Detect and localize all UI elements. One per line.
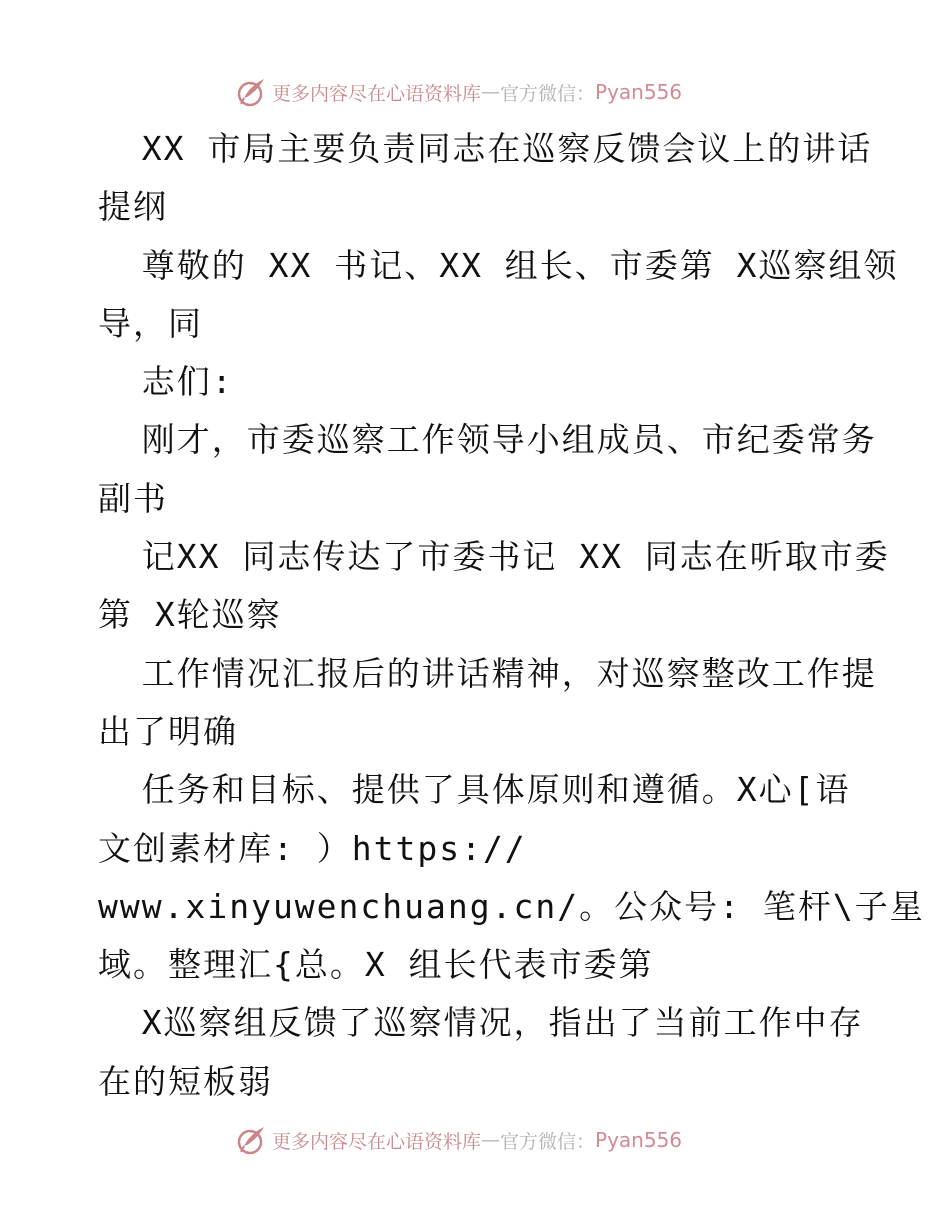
text-line: 志们: [98,362,234,402]
text-line: XX 市局主要负责同志在巡察反馈会议上的讲话 [98,129,873,168]
quill-pen-logo-icon [236,1124,268,1156]
text-line: 副书 [98,478,168,518]
text-line: 域。整理汇{总。X 组长代表市委第 [98,945,654,985]
banner-content [236,1120,682,1160]
banner-wechat-label: 官方微信： [500,82,596,105]
text-line: X巡察组反馈了巡察情况，指出了当前工作中存 [98,1003,864,1043]
document-body [98,120,925,1111]
banner-brand-text: 更多内容尽在心语资料库 [272,82,482,105]
text-line: 刚才，市委巡察工作领导小组成员、市纪委常务 [98,420,877,460]
banner-wechat-label: 官方微信： [500,1130,596,1153]
banner-separator: — [481,81,501,103]
banner-separator: — [481,1129,501,1151]
text-line: 第 X轮巡察 [98,595,282,635]
banner-wechat-id: Pyan556 [595,80,683,104]
quill-pen-logo-icon [236,76,268,108]
text-line: 任务和目标、提供了具体原则和遵循。X心[语 [98,770,851,810]
text-line: 提纲 [98,187,168,227]
text-line: 尊敬的 XX 书记、XX 组长、市委第 X巡察组领 [98,245,899,285]
text-line: www.xinyuwenchuang.cn/。公众号: 笔杆\子星 [98,886,925,926]
banner-content [236,72,682,112]
text-line: 在的短板弱 [98,1061,273,1101]
text-line: 文创素材库: ）https:// [98,828,527,868]
header-banner [0,72,950,112]
banner-brand-text: 更多内容尽在心语资料库 [272,1130,482,1153]
text-line: 出了明确 [98,711,238,751]
text-line: 记XX 同志传达了市委书记 XX 同志在听取市委 [98,537,890,577]
text-line: 导，同 [98,303,203,343]
footer-banner [0,1120,950,1160]
text-line: 工作情况汇报后的讲话精神，对巡察整改工作提 [98,653,877,693]
banner-wechat-id: Pyan556 [595,1128,683,1152]
